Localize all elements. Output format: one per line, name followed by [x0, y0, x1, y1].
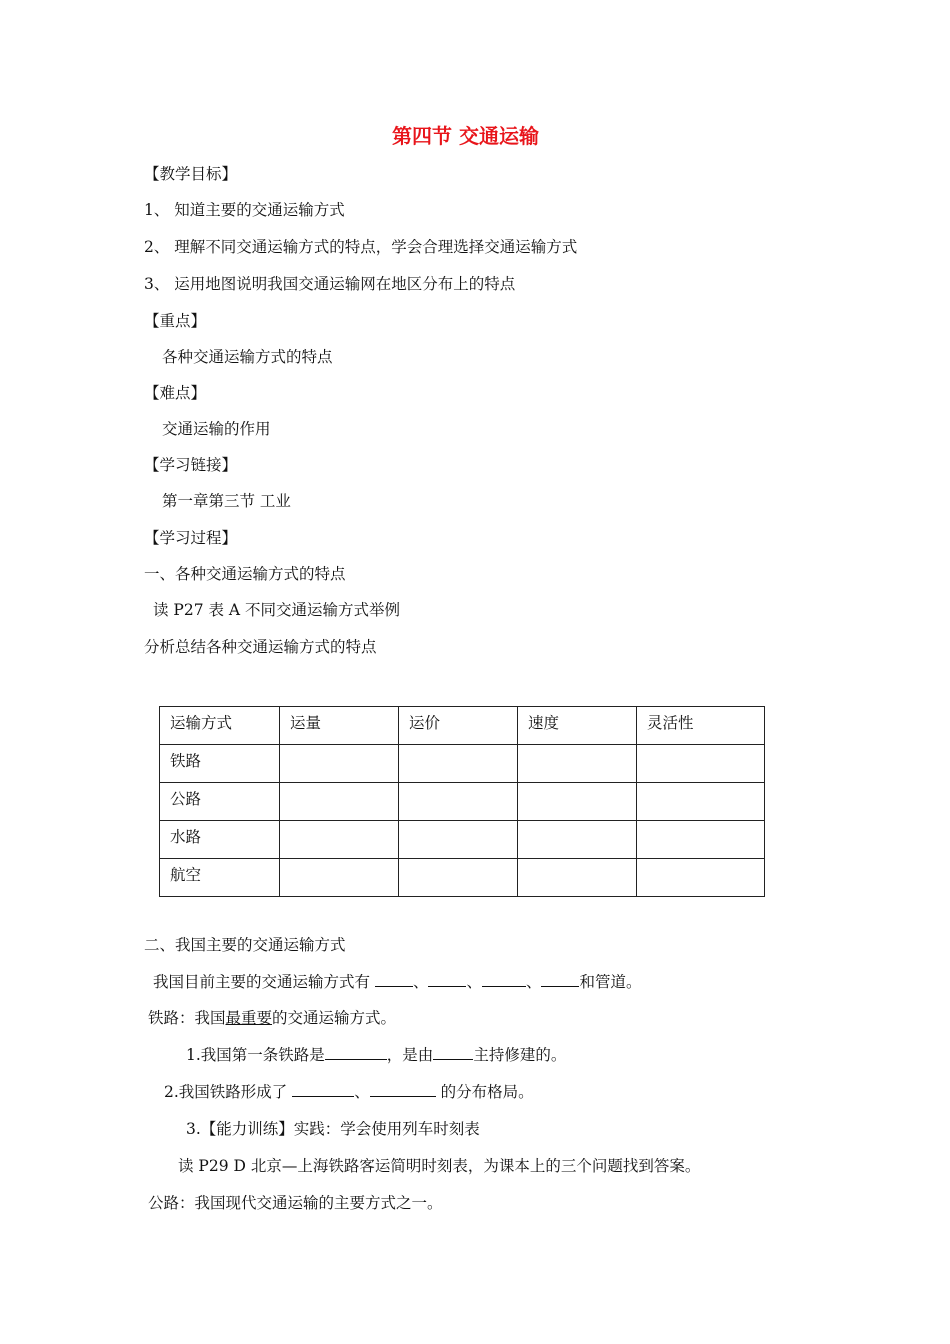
answer-blank[interactable]: [482, 971, 526, 987]
table-row-label: 铁路: [160, 745, 280, 783]
table-cell: [518, 859, 637, 897]
key-text: 各种交通运输方式的特点: [162, 348, 333, 366]
separator: 、: [466, 973, 482, 991]
table-cell: [280, 821, 399, 859]
main-modes-prefix: 我国目前主要的交通运输方式有: [153, 973, 375, 991]
objective-item: 2、 理解不同交通运输方式的特点，学会合理选择交通运输方式: [144, 238, 578, 256]
railway-prefix: 铁路：我国: [148, 1009, 226, 1027]
highway-line: 公路：我国现代交通运输的主要方式之一。: [148, 1194, 443, 1212]
main-modes-suffix: 和管道。: [579, 973, 642, 991]
answer-blank[interactable]: [433, 1044, 473, 1060]
answer-blank[interactable]: [428, 971, 466, 987]
transport-table: [159, 706, 765, 897]
table-cell: [399, 745, 518, 783]
railway-suffix: 的交通运输方式。: [272, 1009, 397, 1027]
link-heading: 【学习链接】: [144, 456, 238, 474]
table-row: [160, 859, 765, 897]
table-cell: [399, 821, 518, 859]
objective-item: 1、 知道主要的交通运输方式: [144, 201, 345, 219]
process-heading: 【学习过程】: [144, 529, 238, 547]
question-1: [186, 1044, 566, 1065]
table-cell: [399, 783, 518, 821]
q2-suffix: 的分布格局。: [435, 1083, 534, 1101]
section1-analyze: 分析总结各种交通运输方式的特点: [144, 638, 377, 656]
table-cell: [280, 745, 399, 783]
table-row-label: 水路: [160, 821, 280, 859]
table-row-label: 航空: [160, 859, 280, 897]
table-cell: [637, 745, 765, 783]
answer-blank[interactable]: [375, 971, 413, 987]
question-2: [164, 1081, 534, 1102]
q1-middle: ，是由: [386, 1046, 434, 1064]
table-header-cell: 运量: [280, 707, 399, 745]
table-cell: [637, 821, 765, 859]
railway-line: [148, 1008, 396, 1028]
railway-emphasis: 最重要: [225, 1009, 273, 1027]
question-3: 3.【能力训练】实践：学会使用列车时刻表: [186, 1120, 480, 1138]
table-row: [160, 783, 765, 821]
section1-read: 读 P27 表 A 不同交通运输方式举例: [153, 601, 401, 619]
answer-blank[interactable]: [292, 1081, 354, 1097]
table-cell: [637, 783, 765, 821]
table-cell: [637, 859, 765, 897]
table-cell: [518, 783, 637, 821]
key-heading: 【重点】: [144, 312, 207, 330]
separator: 、: [412, 973, 429, 991]
table-header-row: [160, 707, 765, 745]
difficulty-text: 交通运输的作用: [162, 420, 271, 438]
difficulty-heading: 【难点】: [144, 384, 207, 402]
q1-suffix: 主持修建的。: [473, 1046, 567, 1064]
table-cell: [399, 859, 518, 897]
link-text: 第一章第三节 工业: [162, 492, 291, 510]
read-p29: 读 P29 D 北京—上海铁路客运简明时刻表，为课本上的三个问题找到答案。: [178, 1157, 701, 1175]
main-modes-line: [153, 971, 642, 992]
q2-prefix: 2.我国铁路形成了: [164, 1083, 293, 1101]
separator: 、: [525, 973, 542, 991]
separator: 、: [354, 1083, 370, 1101]
table-cell: [518, 821, 637, 859]
answer-blank[interactable]: [541, 971, 579, 987]
table-header-cell: 速度: [518, 707, 637, 745]
section1-heading: 一、各种交通运输方式的特点: [144, 565, 346, 583]
table-row-label: 公路: [160, 783, 280, 821]
section2-heading: 二、我国主要的交通运输方式: [144, 936, 346, 954]
table-row: [160, 745, 765, 783]
table-header-cell: 运价: [399, 707, 518, 745]
table-row: [160, 821, 765, 859]
table-cell: [280, 783, 399, 821]
table-cell: [518, 745, 637, 783]
page-title: 第四节 交通运输: [392, 124, 539, 148]
q1-prefix: 1.我国第一条铁路是: [186, 1046, 325, 1064]
objective-item: 3、 运用地图说明我国交通运输网在地区分布上的特点: [144, 275, 516, 293]
table-cell: [280, 859, 399, 897]
answer-blank[interactable]: [325, 1044, 387, 1060]
objectives-heading: 【教学目标】: [144, 165, 238, 183]
answer-blank[interactable]: [370, 1081, 436, 1097]
table-header-cell: 灵活性: [637, 707, 765, 745]
table-header-cell: 运输方式: [160, 707, 280, 745]
